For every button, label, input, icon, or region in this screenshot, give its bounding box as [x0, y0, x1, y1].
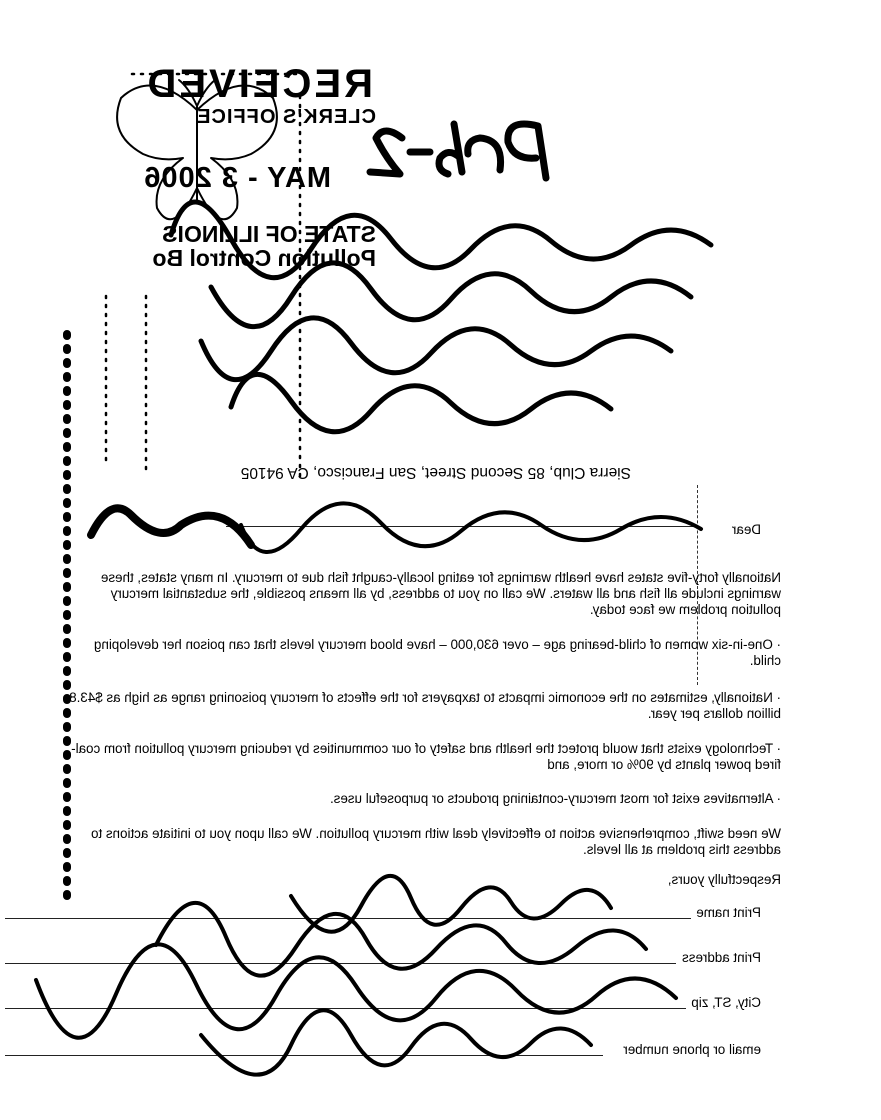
- salutation-handwriting: [81, 485, 721, 560]
- letter-signoff: Respectfully yours,: [667, 872, 781, 887]
- letter-bullet-1: · One-in-six women of child-bearing age – over 630,000 – have blood mercury levels that can poison her developing child.: [93, 637, 781, 668]
- addressee-printed-line-2: Pollution Control Bo: [152, 245, 376, 271]
- stamp-code-handwriting: [346, 108, 566, 198]
- letter-bullet-4: · Alternatives exist for most mercury-containing products or purposeful uses.: [329, 791, 781, 806]
- addressee-printed-line-1: STATE OF ILLINOIS: [162, 221, 376, 247]
- addressee-handwriting: [141, 205, 731, 445]
- print-name-label: Print name: [696, 905, 761, 920]
- email-label: email or phone number: [623, 1042, 761, 1057]
- phone-handwriting: [181, 1005, 601, 1065]
- letter-bullet-3: · Technology exists that would protect the health and safety of our communities by reducing mercury pollution from coal-fired power plants by 90% or more, and: [71, 741, 781, 772]
- city-label: City, ST, zip: [691, 995, 761, 1010]
- letter-closing: We need swift, comprehensive action to effectively deal with mercury pollution. We call upon you to initiate actions to address this problem at all levels.: [91, 826, 781, 857]
- received-stamp-date: MAY - 3 2006: [143, 162, 331, 194]
- received-stamp-title: RECEIVED: [144, 62, 373, 106]
- received-stamp-office: CLERK'S OFFICE: [196, 106, 376, 128]
- dear-label: Dear: [731, 522, 761, 537]
- print-address-label: Print address: [682, 950, 761, 965]
- letter-bullet-2: · Nationally, estimates on the economic impacts to taxpayers for the effects of mercury poisoning range as high as $43.8 billion dollars per year.: [69, 690, 781, 721]
- letter-intro: Nationally forty-five states have health warnings for eating locally-caught fish due to mercury. In many states, these warnings include all fish and all waters. We call on you to address, by all means possible, the substantial mercury pollution problem we face today.: [100, 570, 781, 617]
- return-address: Sierra Club, 85 Second Street, San Francisco, CA 94105: [240, 464, 631, 481]
